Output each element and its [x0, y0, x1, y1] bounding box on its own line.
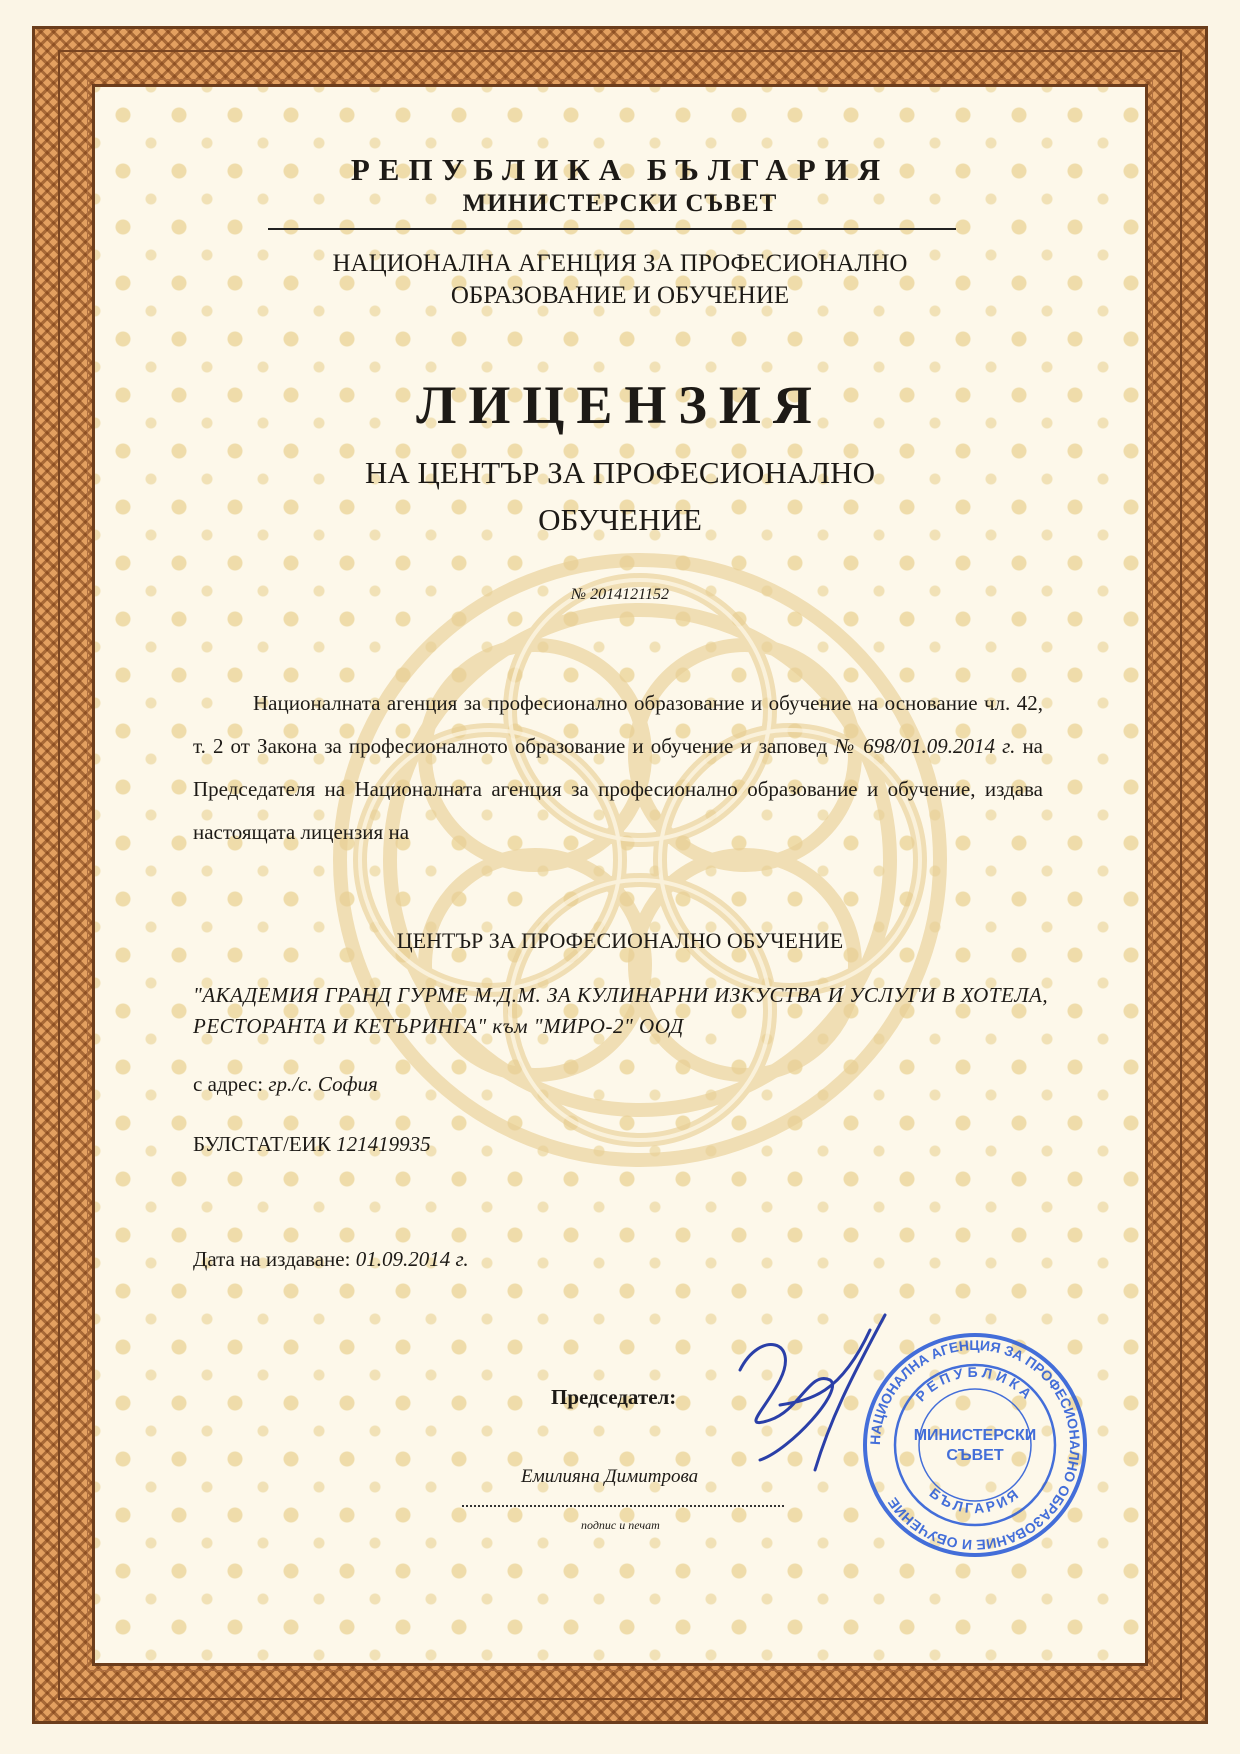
- order-reference: № 698/01.09.2014 г.: [834, 734, 1016, 758]
- seal-center-line2: СЪВЕТ: [946, 1447, 1004, 1464]
- seal-outer-text: НАЦИОНАЛНА АГЕНЦИЯ ЗА ПРОФЕСИОНАЛНО ОБРАЗОВАНИЕ И ОБУЧЕНИЕ: [866, 1336, 1084, 1554]
- official-seal: [860, 1330, 1090, 1560]
- address-row: [193, 1072, 378, 1097]
- document-subtitle-line1: НА ЦЕНТЪР ЗА ПРОФЕСИОНАЛНО: [365, 455, 875, 490]
- license-number: № 2014121152: [571, 586, 669, 603]
- document-title: ЛИЦЕНЗИЯ: [416, 375, 824, 435]
- signature-line: [462, 1505, 784, 1507]
- bulstat-row: [193, 1132, 431, 1157]
- seal-inner-top-text: РЕПУБЛИКА: [912, 1363, 1038, 1405]
- licensee-name: "АКАДЕМИЯ ГРАНД ГУРМЕ М.Д.М. ЗА КУЛИНАРНИ ИЗКУСТВА И УСЛУГИ В ХОТЕЛА, РЕСТОРАНТА И КЕТЪРИНГА" към "МИРО-2" ООД: [193, 983, 1049, 1038]
- bulstat-label: БУЛСТАТ/ЕИК: [193, 1132, 331, 1156]
- svg-text:РЕПУБЛИКА: [912, 1364, 1037, 1404]
- address-label: с адрес:: [193, 1072, 264, 1096]
- statement-part1: Националната агенция за професионално образование и обучение на основание чл. 42, т. 2 от Закона за професионалното образование и обучение и заповед: [193, 691, 1043, 758]
- licensee-type: ЦЕНТЪР ЗА ПРОФЕСИОНАЛНО ОБУЧЕНИЕ: [396, 928, 844, 953]
- signature-hint: подпис и печат: [581, 1518, 660, 1532]
- bulstat-value: 121419935: [336, 1132, 431, 1156]
- seal-inner-bottom-text: БЪЛГАРИЯ: [926, 1484, 1024, 1517]
- seal-center-line1: МИНИСТЕРСКИ: [913, 1427, 1037, 1444]
- document-subtitle-line2: ОБУЧЕНИЕ: [538, 502, 702, 537]
- agency-name-line1: НАЦИОНАЛНА АГЕНЦИЯ ЗА ПРОФЕСИОНАЛНО: [332, 250, 908, 277]
- header-divider: [268, 228, 956, 230]
- chairman-label: Председател:: [551, 1385, 677, 1409]
- country-heading: РЕПУБЛИКА БЪЛГАРИЯ: [350, 152, 890, 187]
- issue-date-value: 01.09.2014 г.: [355, 1247, 469, 1271]
- agency-name-line2: ОБРАЗОВАНИЕ И ОБУЧЕНИЕ: [450, 282, 790, 309]
- license-statement: [193, 682, 1043, 854]
- chairman-name: Емилияна Димитрова: [521, 1466, 699, 1487]
- statement-part2: на Председателя на Националната агенция за професионално образование и обучение, издава настоящата лицензия на: [193, 734, 1044, 844]
- council-heading: МИНИСТЕРСКИ СЪВЕТ: [462, 190, 778, 217]
- issue-date-label: Дата на издаване:: [193, 1247, 351, 1271]
- address-value: гр./с. София: [268, 1072, 378, 1096]
- issue-date-row: [193, 1247, 469, 1272]
- svg-text:БЪЛГАРИЯ: [927, 1485, 1024, 1517]
